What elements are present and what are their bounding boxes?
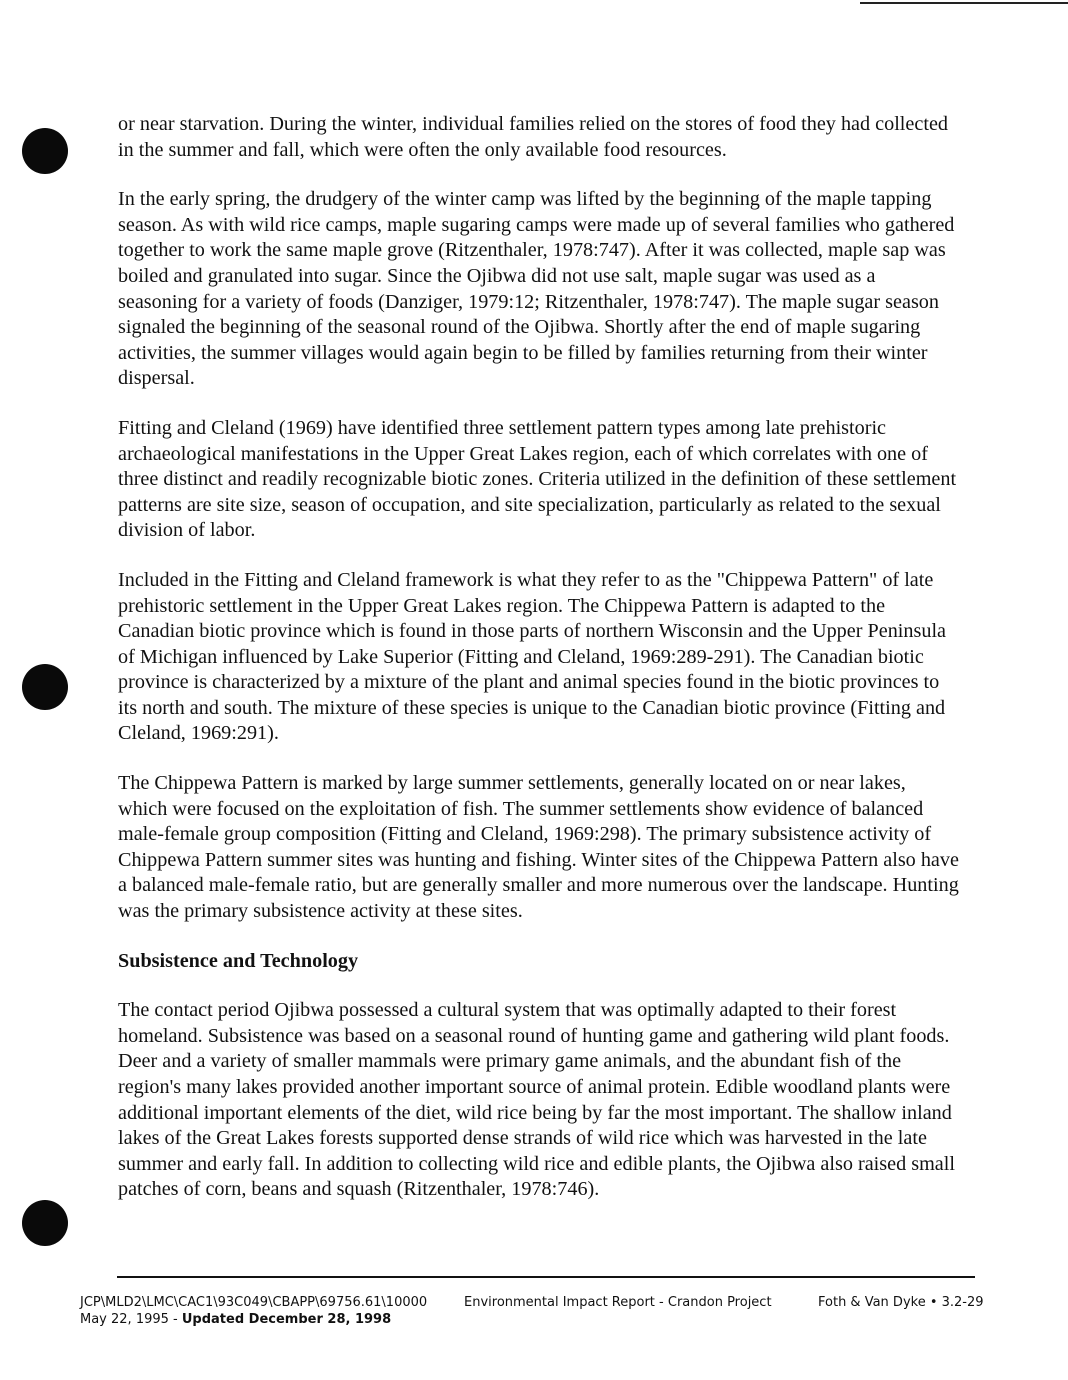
footer-rule [117,1276,975,1278]
paragraph-winter-stores: or near starvation. During the winter, individual families relied on the stores of food they had collected in the summer and fall, which were often the only available food resources. [118,113,948,161]
top-edge-rule [860,2,1068,4]
paragraph-chippewa-pattern: Included in the Fitting and Cleland framework is what they refer to as the "Chippewa Pattern" of late prehistoric settlement in the Upper Great Lakes region. The Chippewa Pattern is adapted to the Canadian biotic province which is found in those parts of northern Wisconsin and the Upper Peninsula of Michigan influenced by Lake Superior (Fitting and Cleland, 1969:289-291). The Canadian biotic province is characterized by a mixture of the plant and animal species found in the biotic provinces to its north and south. The mixture of these species is unique to the Canadian biotic province (Fitting and Cleland, 1969:291). [118,568,947,745]
punch-hole-middle [22,664,68,710]
paragraph-summer-settlements: The Chippewa Pattern is marked by large summer settlements, generally located on or near lakes, which were focused on the exploitation of fish. The summer settlements show evidence of balanced male-female group composition (Fitting and Cleland, 1969:298). The primary subsistence activity of Chippewa Pattern summer sites was hunting and fishing. Winter sites of the Chippewa Pattern also have a balanced male-female ratio, but are generally smaller and more numerous over the landscape. Hunting was the primary subsistence activity at these sites. [118,772,959,923]
document-body [118,112,960,1227]
section-heading: Subsistence and Technology [118,949,359,972]
footer-left-block [80,1294,427,1328]
footer-original-date: May 22, 1995 - [80,1312,182,1327]
paragraph-settlement-patterns: Fitting and Cleland (1969) have identified three settlement pattern types among late prehistoric archaeological manifestations in the Upper Great Lakes region, each of which correlates with one of three distinct and readily recognizable biotic zones. Criteria utilized in the definition of these settlement patterns are site size, season of occupation, and site specialization, particularly as related to the sexual division of labor. [118,416,957,542]
footer-date-line [80,1311,427,1328]
footer-page-reference: Foth & Van Dyke • 3.2-29 [818,1295,984,1310]
punch-hole-bottom [22,1200,68,1246]
footer-updated-date: Updated December 28, 1998 [181,1312,392,1327]
footer-report-title: Environmental Impact Report - Crandon Project [464,1295,772,1310]
paragraph-maple-sugaring: In the early spring, the drudgery of the winter camp was lifted by the beginning of the maple tapping season. As with wild rice camps, maple sugaring camps were made up of several families who gathered together to work the same maple grove (Ritzenthaler, 1978:747). After it was collected, maple sap was boiled and granulated into sugar. Since the Ojibwa did not use salt, maple sugar was used as a seasoning for a variety of foods (Danziger, 1979:12; Ritzenthaler, 1978:747). The maple sugar season signaled the beginning of the seasonal round of the Ojibwa. Shortly after the end of maple sugaring activities, the summer villages would again begin to be filled by families returning from their winter dispersal. [118,188,955,390]
punch-hole-top [22,128,68,174]
paragraph-subsistence: The contact period Ojibwa possessed a cultural system that was optimally adapted to their forest homeland. Subsistence was based on a seasonal round of hunting game and gathering wild plant foods. Deer and a variety of smaller mammals were primary game animals, and the abundant fish of the region's many lakes provided another important source of animal protein. Edible woodland plants were additional important elements of the diet, wild rice being by far the most important. The shallow inland lakes of the Great Lakes forests supported dense strands of wild rice which was harvested in the late summer and early fall. In addition to collecting wild rice and edible plants, the Ojibwa also raised small patches of corn, beans and squash (Ritzenthaler, 1978:746). [118,999,955,1201]
footer-file-path: JCP\MLD2\LMC\CAC1\93C049\CBAPP\69756.61\10000 [80,1295,428,1310]
